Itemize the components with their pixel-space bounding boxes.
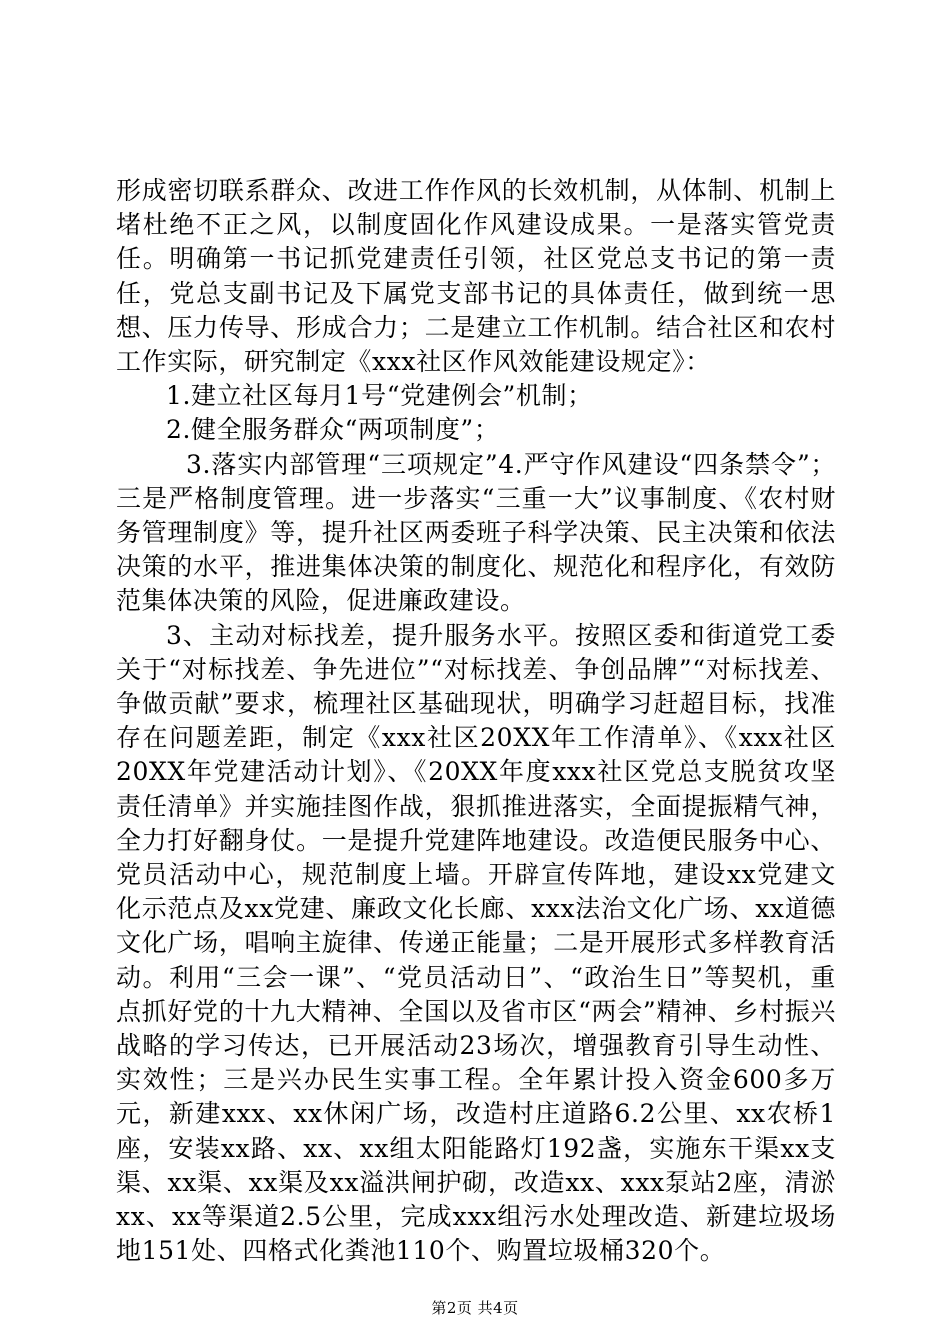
page-footer: 第2页 共4页 <box>431 1299 519 1317</box>
paragraph-service-level: 3、主动对标找差，提升服务水平。按照区委和街道党工委关于“对标找差、争先进位”“对标找差、争创品牌”“对标找差、争做贡献”要求，梳理社区基础现状，明确学习赶超目标，找准存在问题差距，制定《xxx社区20XX年工作清单》、《xxx社区20XX年党建活动计划》、《20XX年度xxx社区党总支脱贫攻坚责任清单》并实施挂图作战，狠抓推进落实，全面提振精气神，全力打好翻身仗。一是提升党建阵地建设。改造便民服务中心、党员活动中心，规范制度上墙。开辟宣传阵地，建设xx党建文化示范点及xx党建、廉政文化长廊、xxx法治文化广场、xx道德文化广场，唱响主旋律、传递正能量；二是开展形式多样教育活动。利用“三会一课”、“党员活动日”、“政治生日”等契机，重点抓好党的十九大精神、全国以及省市区“两会”精神、乡村振兴战略的学习传达，已开展活动23场次，增强教育引导生动性、实效性；三是兴办民生实事工程。全年累计投入资金600多万元，新建xxx、xx休闲广场，改造村庄道路6.2公里、xx农桥1座，安装xx路、xx、xx组太阳能路灯192盏，实施东干渠xx支渠、xx渠、xx渠及xx溢洪闸护砌，改造xx、xxx泵站2座，清淤xx、xx等渠道2.5公里，完成xxx组污水处理改造、新建垃圾场地151处、四格式化粪池110个、购置垃圾桶320个。 <box>116 620 836 1266</box>
list-item-three-rules: 3.落实内部管理“三项规定”4.严守作风建设“四条禁令”；三是严格制度管理。进一步落实“三重一大”议事制度、《农村财务管理制度》等，提升社区两委班子科学决策、民主决策和依法决策的水平，推进集体决策的制度化、规范化和程序化，有效防范集体决策的风险，促进廉政建设。 <box>116 449 836 616</box>
paragraph-work-mechanism: 形成密切联系群众、改进工作作风的长效机制，从体制、机制上堵杜绝不正之风，以制度固化作风建设成果。一是落实管党责任。明确第一书记抓党建责任引领，社区党总支书记的第一责任，党总支副书记及下属党支部书记的具体责任，做到统一思想、压力传导、形成合力；二是建立工作机制。结合社区和农村工作实际，研究制定《xxx社区作风效能建设规定》： <box>116 176 836 377</box>
document-body <box>116 174 836 1269</box>
list-item-two-systems: 2.健全服务群众“两项制度”； <box>166 415 500 445</box>
list-item-party-meeting: 1.建立社区每月1号“党建例会”机制； <box>166 381 593 411</box>
